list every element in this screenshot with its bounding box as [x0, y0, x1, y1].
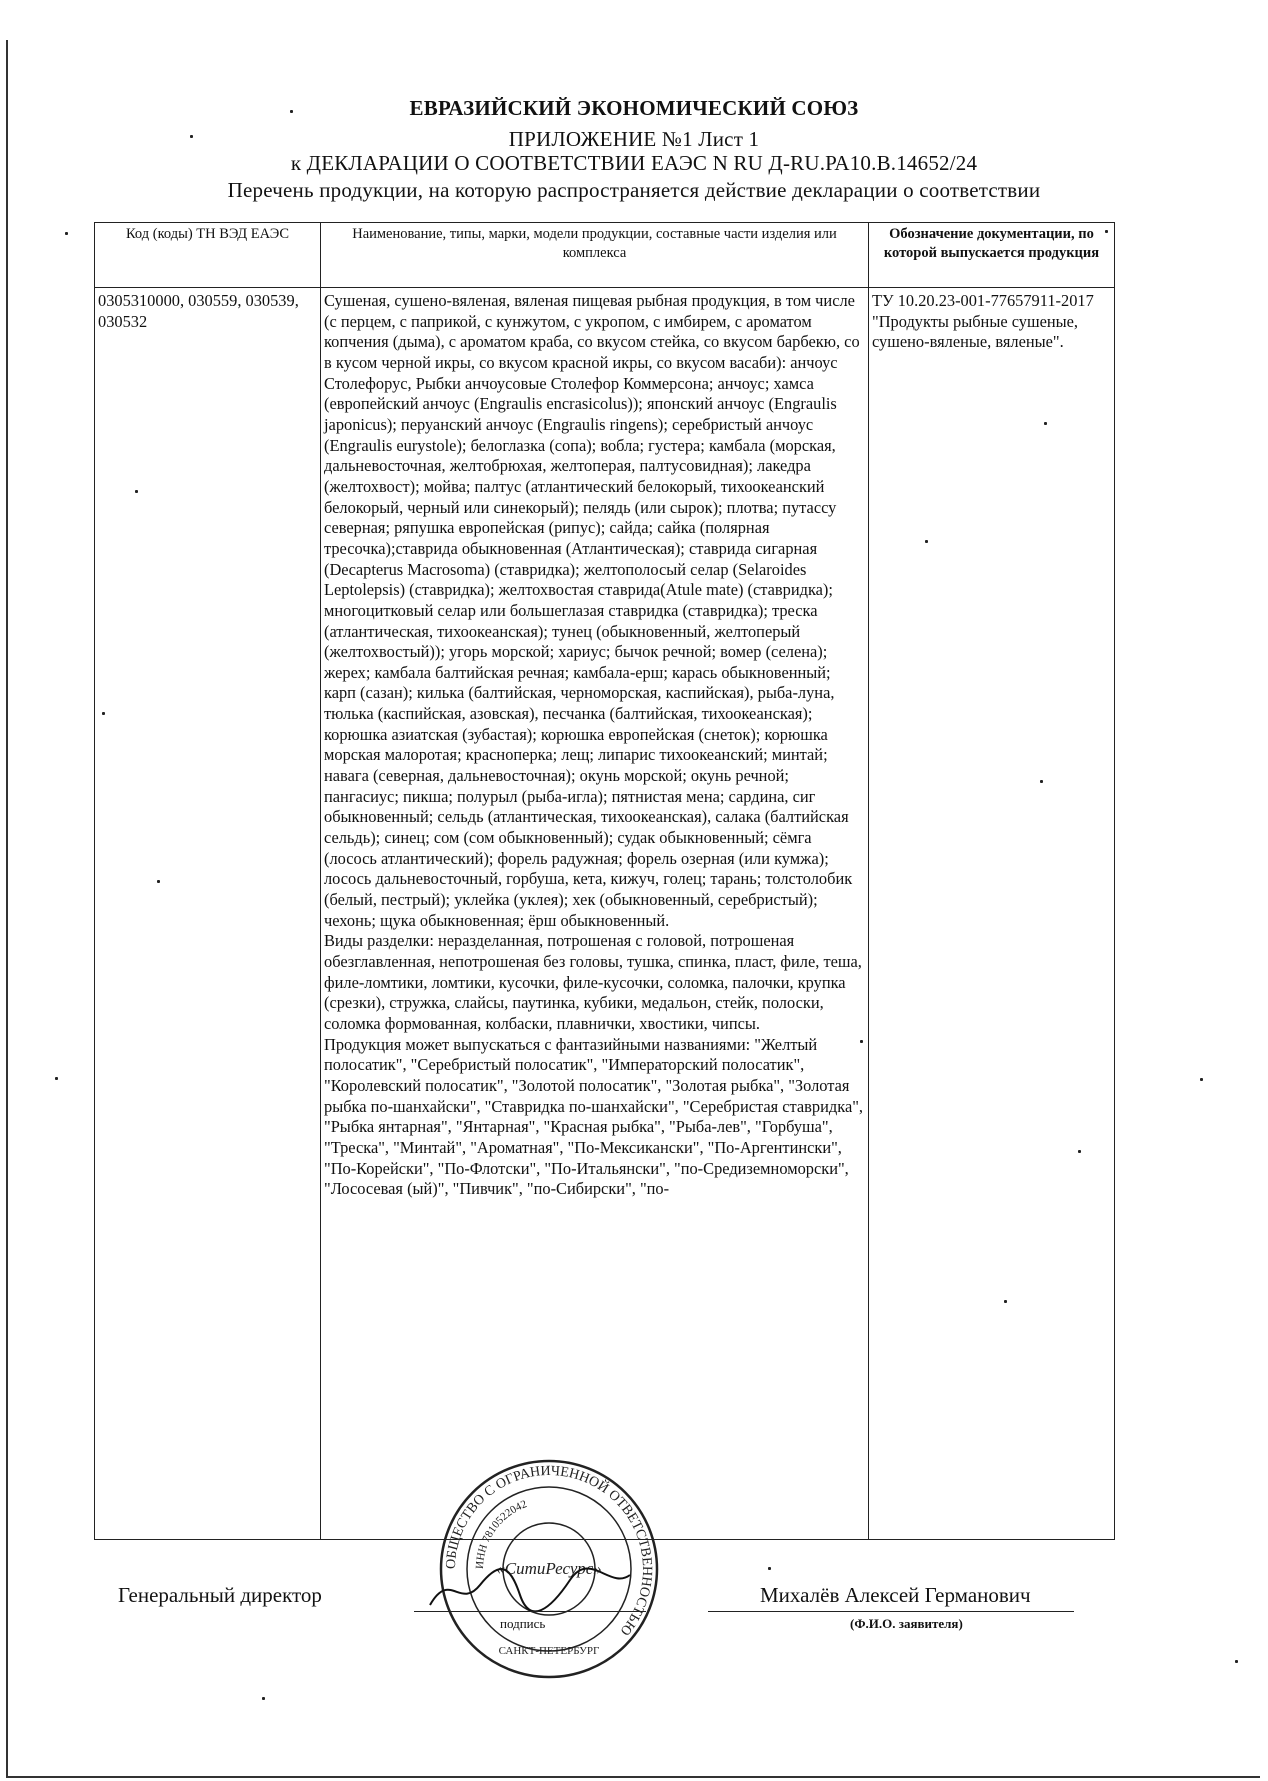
product-table [94, 222, 1115, 1540]
scan-speck [157, 880, 160, 883]
stamp-inn-text: ИНН 7810522042 [473, 1498, 529, 1570]
scan-speck [1200, 1078, 1203, 1081]
header-product: Наименование, типы, марки, модели продукции, составные части изделия или комплекса [321, 223, 869, 288]
scan-speck [1004, 1300, 1007, 1303]
table-row [95, 288, 1115, 1540]
name-caption: (Ф.И.О. заявителя) [850, 1616, 963, 1631]
stamp-city-text: САНКТ-ПЕТЕРБУРГ [498, 1645, 600, 1657]
scan-speck [1040, 780, 1043, 783]
stamp-center-text: «СитиРесурс» [496, 1559, 602, 1578]
union-title: ЕВРАЗИЙСКИЙ ЭКОНОМИЧЕСКИЙ СОЮЗ [409, 96, 859, 120]
cell-documentation: ТУ 10.20.23-001-77657911-2017 "Продукты рыбные сушеные, сушено-вяленые, вяленые". [869, 288, 1115, 1540]
scan-speck [290, 110, 293, 113]
stamp-outer-text: ОБЩЕСТВО С ОГРАНИЧЕННОЙ ОТВЕТСТВЕННОСТЬЮ [443, 1463, 655, 1638]
header-codes: Код (коды) ТН ВЭД ЕАЭС [95, 223, 321, 288]
scan-speck [65, 232, 68, 235]
scan-speck [1105, 230, 1108, 233]
scan-speck [1044, 422, 1047, 425]
scan-speck [768, 1567, 771, 1570]
signature-line [414, 1611, 646, 1612]
cell-codes: 0305310000, 030559, 030539, 030532 [95, 288, 321, 1540]
signer-name: Михалёв Алексей Германович [760, 1583, 1031, 1607]
header-documentation: Обозначение документации, по которой выпускается продукция [869, 223, 1115, 288]
scan-speck [190, 135, 193, 138]
scan-speck [102, 712, 105, 715]
product-cuts: Виды разделки: неразделанная, потрошеная с головой, потрошеная обезглавленная, непотрошеная без головы, тушка, спинка, пласт, филе, теша, филе-ломтики, ломтики, кусочки, филе-кусочки, соломка, палочки, крупка (срезки), стружка, слайсы, паутинка, кубики, медальон, стейк, полоски, соломка формованная, колбаски, плавнички, хвостики, чипсы. [324, 931, 862, 1033]
scan-speck [925, 540, 928, 543]
signature-caption: подпись [500, 1616, 546, 1631]
table-header-row [95, 223, 1115, 288]
cell-product [321, 288, 869, 1540]
product-names: Продукция может выпускаться с фантазийными названиями: "Желтый полосатик", "Серебристый полосатик", "Императорский полосатик", "Королевский полосатик", "Золотой полосатик", "Золотая рыбка", "Золотая рыбка по-шанхайски", "Ставридка по-шанхайски", "Серебристая ставридка", "Рыбка янтарная", "Янтарная", "Красная рыбка", "Рыба-лев", "Горбуша", "Треска", "Минтай", "Ароматная", "По-Мексикански", "По-Аргентински", "По-Корейски", "По-Флотски", "По-Итальянски", "по-Средиземноморски", "Лососевая (ый)", "Пивчик", "по-Сибирски", "по- [324, 1034, 864, 1199]
scan-speck [262, 1697, 265, 1700]
list-subtitle: Перечень продукции, на которую распространяется действие декларации о соответствии [227, 178, 1041, 202]
scan-speck [1235, 1660, 1238, 1663]
scan-speck [135, 490, 138, 493]
scan-speck [1078, 1150, 1081, 1153]
scan-speck [55, 1077, 58, 1080]
name-line [708, 1611, 1074, 1612]
product-species: Сушеная, сушено-вяленая, вяленая пищевая рыбная продукция, в том числе (с перцем, с паприкой, с кунжутом, с укропом, с имбирем, с ароматом копчения (дыма), с ароматом краба, со вкусом стейка, со вкусом барбекю, со в кусом черной икры, со вкусом красной икры, со вкусом васаби): анчоус Столефорус, Рыбки анчоусовые Столефор Коммерсона; анчоус; хамса (европейский анчоус (Engraulis encrasicolus)); японский анчоус (Engraulis japonicus); перуанский анчоус (Engraulis ringens); серебристый анчоус (Engraulis eurystole); белоглазка (сопа); вобла; густера; камбала (морская, дальневосточная, желтобрюхая, желтоперая, палтусовидная); лакедра (желтохвост); мойва; палтус (атлантический белокорый, тихоокеанский белокорый, черный или синекорый); пелядь (или сырок); плотва; путассу северная; ряпушка европейская (рипус); сайда; сайка (полярная тресочка);ставрида обыкновенная (Атлантическая); ставрида сигарная (Decapterus Macrosoma) (ставридка); желтополосый селар (Selaroides Leptolepsis) (ставридка); желтохвостая ставрида(Atule mate) (ставридка); многоцитковый селар или большеглазая ставридка (ставридка); треска (атлантическая, тихоокеанская); тунец (обыкновенный, желтоперый (желтохвостый)); угорь морской; хариус; бычок речной; вомер (селена); жерех; камбала балтийская речная; камбала-ерш; карась обыкновенный; карп (сазан); килька (балтийская, черноморская, каспийская), рыба-луна, тюлька (каспийская, азовская), песчанка (балтийская, тихоокеанская); корюшка азиатская (зубастая); корюшка европейская (снеток); корюшка морская малоротая; красноперка; лещ; липарис тихоокеанский; минтай; навага (северная, дальневосточная); окунь морской; окунь речной; пангасиус; пикша; полурыл (рыба-игла); пятнистая мена; сардина, сиг обыкновенный; сельдь (атлантическая, тихоокеанская), салака (балтийская сельдь); синец; сом (сом обыкновенный); судак обыкновенный; сёмга (лосось атлантический); форель радужная; форель озерная (или кумжа); лосось дальневосточный, горбуша, кета, кижуч, голец; тарань; толстолобик (белый, пестрый); уклейка (уклея); хек (обыкновенный, серебристый); чехонь; щука обыкновенная; ёрш обыкновенный. [324, 291, 860, 930]
appendix-title: ПРИЛОЖЕНИЕ №1 Лист 1 [508, 127, 760, 151]
signer-position: Генеральный директор [118, 1583, 322, 1607]
declaration-number: к ДЕКЛАРАЦИИ О СООТВЕТСТВИИ ЕАЭС N RU Д-RU.РА10.В.14652/24 [290, 151, 978, 175]
scan-speck [860, 1040, 863, 1043]
